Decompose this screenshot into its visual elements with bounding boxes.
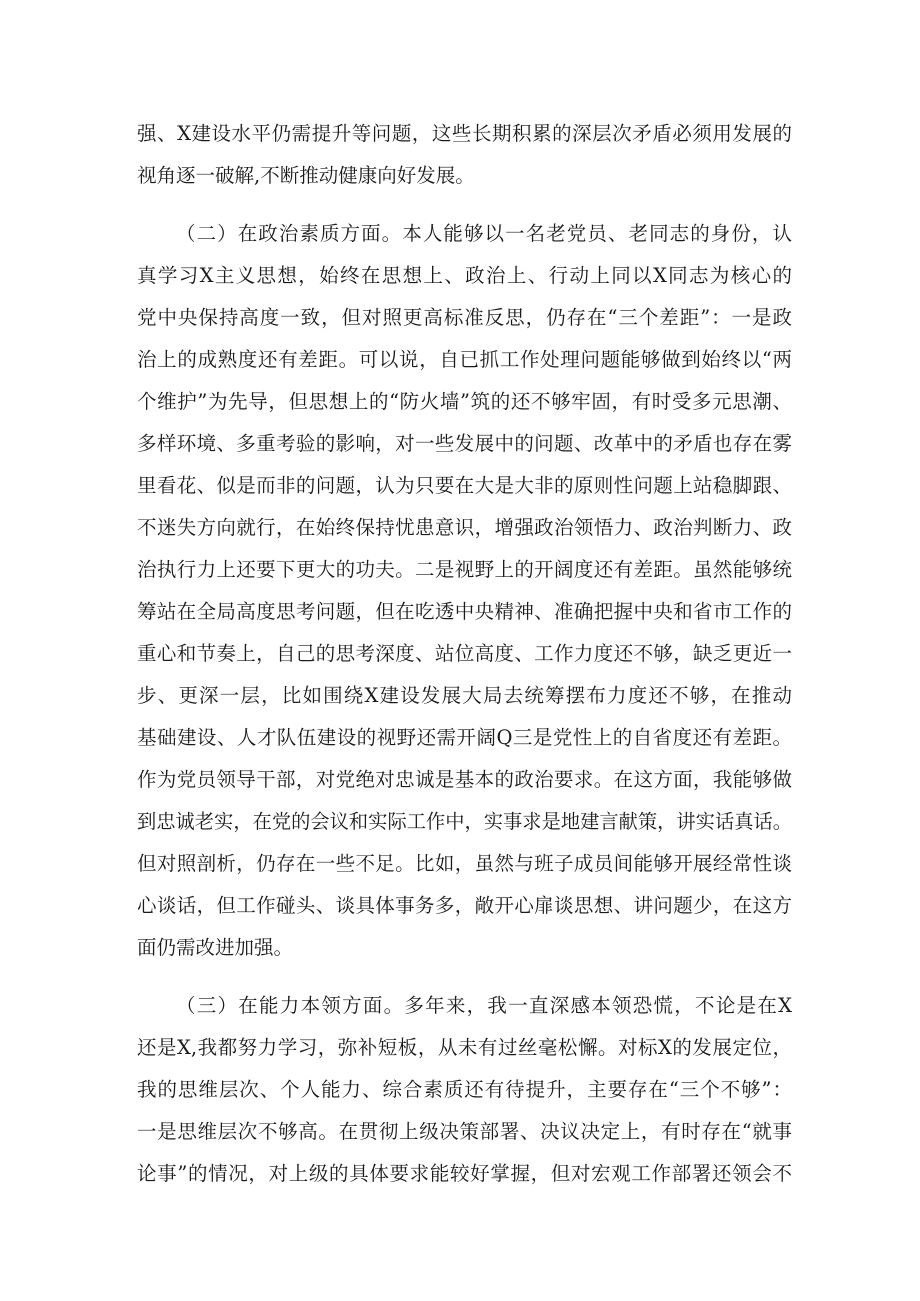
text-line bbox=[0, 678, 920, 714]
text-line-content: 强、X建设水平仍需提升等问题，这些长期积累的深层次矛盾必须用发展的 bbox=[137, 122, 792, 145]
text-line-content: 治执行力上还要下更大的功夫。二是视野上的开阔度还有差距。虽然能够统 bbox=[137, 558, 792, 581]
text-line bbox=[0, 300, 920, 336]
text-line-content: 不迷失方向就行，在始终保持忧患意识，增强政治领悟力、政治判断力、政 bbox=[137, 516, 792, 539]
text-line-content: 基础建设、人才队伍建设的视野还需开阔Q三是党性上的自省度还有差距。 bbox=[137, 726, 792, 749]
text-line bbox=[0, 158, 920, 194]
text-line-content: 面仍需改进加强。 bbox=[137, 936, 294, 959]
text-line-content: 个维护”为先导，但思想上的“防火墙”筑的还不够牢固，有时受多元思潮、 bbox=[137, 390, 792, 413]
text-line bbox=[0, 846, 920, 882]
text-line bbox=[0, 116, 920, 152]
text-line-content: 还是X,我都努力学习，弥补短板，从未有过丝毫松懈。对标X的发展定位， bbox=[137, 1036, 792, 1059]
text-line-content: （三）在能力本领方面。多年来，我一直深感本领恐慌，不论是在X bbox=[176, 994, 792, 1017]
text-line bbox=[0, 804, 920, 840]
text-line bbox=[0, 1072, 920, 1108]
text-line bbox=[0, 720, 920, 756]
text-line bbox=[0, 1156, 920, 1192]
text-line-content: 真学习X主义思想，始终在思想上、政治上、行动上同以X同志为核心的 bbox=[137, 264, 792, 287]
text-line bbox=[0, 888, 920, 924]
text-line bbox=[0, 594, 920, 630]
text-line bbox=[0, 930, 920, 966]
text-line-content: 但对照剖析，仍存在一些不足。比如，虽然与班子成员间能够开展经常性谈 bbox=[137, 852, 792, 875]
text-line-content: 一是思维层次不够高。在贯彻上级决策部署、决议决定上，有时存在“就事 bbox=[137, 1120, 792, 1143]
text-line bbox=[0, 1114, 920, 1150]
text-line-content: 重心和节奏上，自己的思考深度、站位高度、工作力度还不够，缺乏更近一 bbox=[137, 642, 792, 665]
text-line bbox=[0, 552, 920, 588]
text-line-content: 筹站在全局高度思考问题，但在吃透中央精神、准确把握中央和省市工作的 bbox=[137, 600, 792, 623]
text-line-content: 论事”的情况，对上级的具体要求能较好掌握，但对宏观工作部署还领会不 bbox=[137, 1162, 792, 1185]
text-line-content: 党中央保持高度一致，但对照更高标准反思，仍存在“三个差距”：一是政 bbox=[137, 306, 792, 329]
text-line-content: 治上的成熟度还有差距。可以说，自已抓工作处理问题能够做到始终以“两 bbox=[137, 348, 792, 371]
text-line-content: 我的思维层次、个人能力、综合素质还有待提升，主要存在“三个不够”： bbox=[137, 1078, 792, 1101]
text-line bbox=[0, 384, 920, 420]
text-line-content: 视角逐一破解,不断推动健康向好发展。 bbox=[137, 164, 475, 187]
text-line-content: （二）在政治素质方面。本人能够以一名老党员、老同志的身份，认 bbox=[176, 222, 792, 245]
text-line-content: 到忠诚老实，在党的会议和实际工作中，实事求是地建言献策，讲实话真话。 bbox=[137, 810, 792, 833]
text-line bbox=[0, 258, 920, 294]
text-line-content: 步、更深一层，比如围绕X建设发展大局去统筹摆布力度还不够，在推动 bbox=[137, 684, 792, 707]
text-line bbox=[0, 510, 920, 546]
text-line-content: 里看花、似是而非的问题，认为只要在大是大非的原则性问题上站稳脚跟、 bbox=[137, 474, 792, 497]
text-line bbox=[0, 468, 920, 504]
text-line bbox=[0, 762, 920, 798]
text-line bbox=[0, 342, 920, 378]
text-line bbox=[0, 636, 920, 672]
text-line-content: 心谈话，但工作碰头、谈具体事务多，敞开心扉谈思想、讲问题少，在这方 bbox=[137, 894, 792, 917]
text-line bbox=[0, 988, 920, 1024]
text-line bbox=[0, 1030, 920, 1066]
text-line-content: 多样环境、多重考验的影响，对一些发展中的问题、改革中的矛盾也存在雾 bbox=[137, 432, 792, 455]
text-line bbox=[0, 216, 920, 252]
text-line-content: 作为党员领导干部，对党绝对忠诚是基本的政治要求。在这方面，我能够做 bbox=[137, 768, 792, 791]
text-line bbox=[0, 426, 920, 462]
